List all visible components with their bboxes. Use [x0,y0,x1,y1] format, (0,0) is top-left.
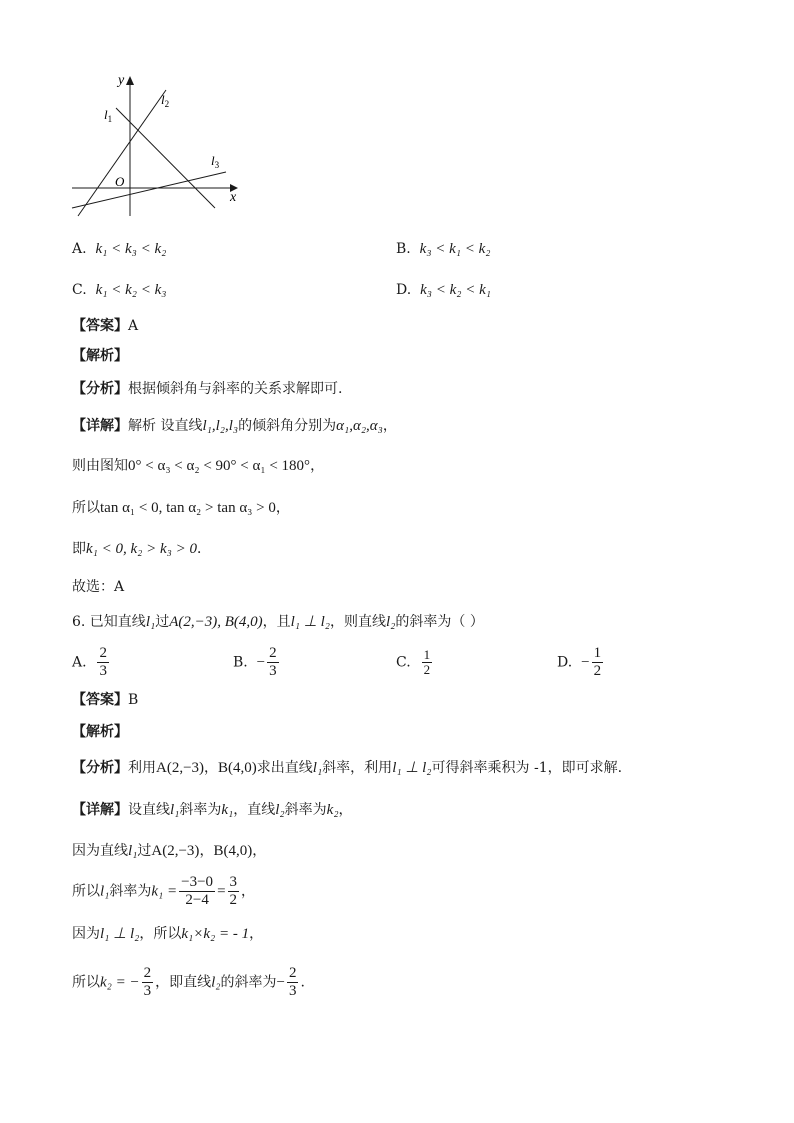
q5-option-d: D. k₃ < k₂ < k₁ [396,282,491,298]
axis-label-y: y [118,73,125,88]
q5-detail-line4: 即k₁ < 0, k₂ > k₃ > 0． [72,541,211,557]
q6-option-b: B. − $\frac{2}{3}$ [233,645,277,679]
q6-fenxi: 【分析】利用A(2,−3)，B(4,0)求出直线l₁斜率，利用l₁ ⊥ l₂可得斜率乘积为 -1，即可求解. [72,760,623,776]
line-l2 [78,90,166,216]
q5-option-a: A. k₁ < k₃ < k₂ [72,241,167,257]
line-l3 [72,172,226,208]
q6-detail-line2: 因为直线l₁过A(2,−3)，B(4,0)， [72,843,267,859]
q5-detail-line1: 【详解】解析 设直线l₁,l₂,l₃的倾斜角分别为α₁,α₂,α₃， [72,418,397,434]
lines-figure [60,68,260,228]
q6-detail-line5: 所以k₂ = − $\frac{2}{3}$ ，即直线l₂的斜率为− $\frac{2}{3}$ . [72,965,305,999]
q6-stem: 6. 已知直线l₁过A(2,−3), B(4,0)，且l₁ ⊥ l₂，则直线l₂的斜率为（ ） [72,614,484,630]
axis-label-x: x [230,190,237,205]
q6-answer: 【答案】B [72,692,139,708]
q6-option-d: D. − $\frac{1}{2}$ [557,645,602,679]
q6-analysis-heading: 【解析】 [72,724,128,740]
q5-detail-line3: 所以tan α₁ < 0, tan α₂ > tan α₃ > 0， [72,500,290,516]
q6-option-a: A. $\frac{2}{3}$ [72,645,107,679]
label-l3: $l_3$ [211,153,220,170]
q5-conclusion: 故选：A [72,579,125,595]
q5-option-c: C. k₁ < k₂ < k₃ [72,282,167,298]
q6-detail-line3: 所以l₁斜率为k₁ = $\frac{-3-0}{2-4}$ = $\frac{3}{2}$ ， [72,874,256,908]
q5-detail-line2: 则由图知0° < α₃ < α₂ < 90° < α₁ < 180°， [72,458,325,474]
label-l1: $l_1$ [104,107,113,124]
q6-detail-line4: 因为l₁ ⊥ l₂，所以k₁×k₂ = - 1， [72,926,264,942]
q5-option-b: B. k₃ < k₁ < k₂ [396,241,491,257]
q6-detail-line1: 【详解】设直线l₁斜率为k₁，直线l₂斜率为k₂， [72,802,353,818]
origin-label: O [115,174,125,189]
q5-answer: 【答案】A [72,318,139,334]
q5-fenxi: 【分析】根据倾斜角与斜率的关系求解即可. [72,381,343,397]
y-axis-arrow [126,76,134,85]
line-l1 [116,108,215,208]
q5-analysis-heading: 【解析】 [72,348,128,364]
q6-option-c: C. $\frac{1}{2}$ [396,647,431,677]
label-l2: $l_2$ [161,92,170,109]
